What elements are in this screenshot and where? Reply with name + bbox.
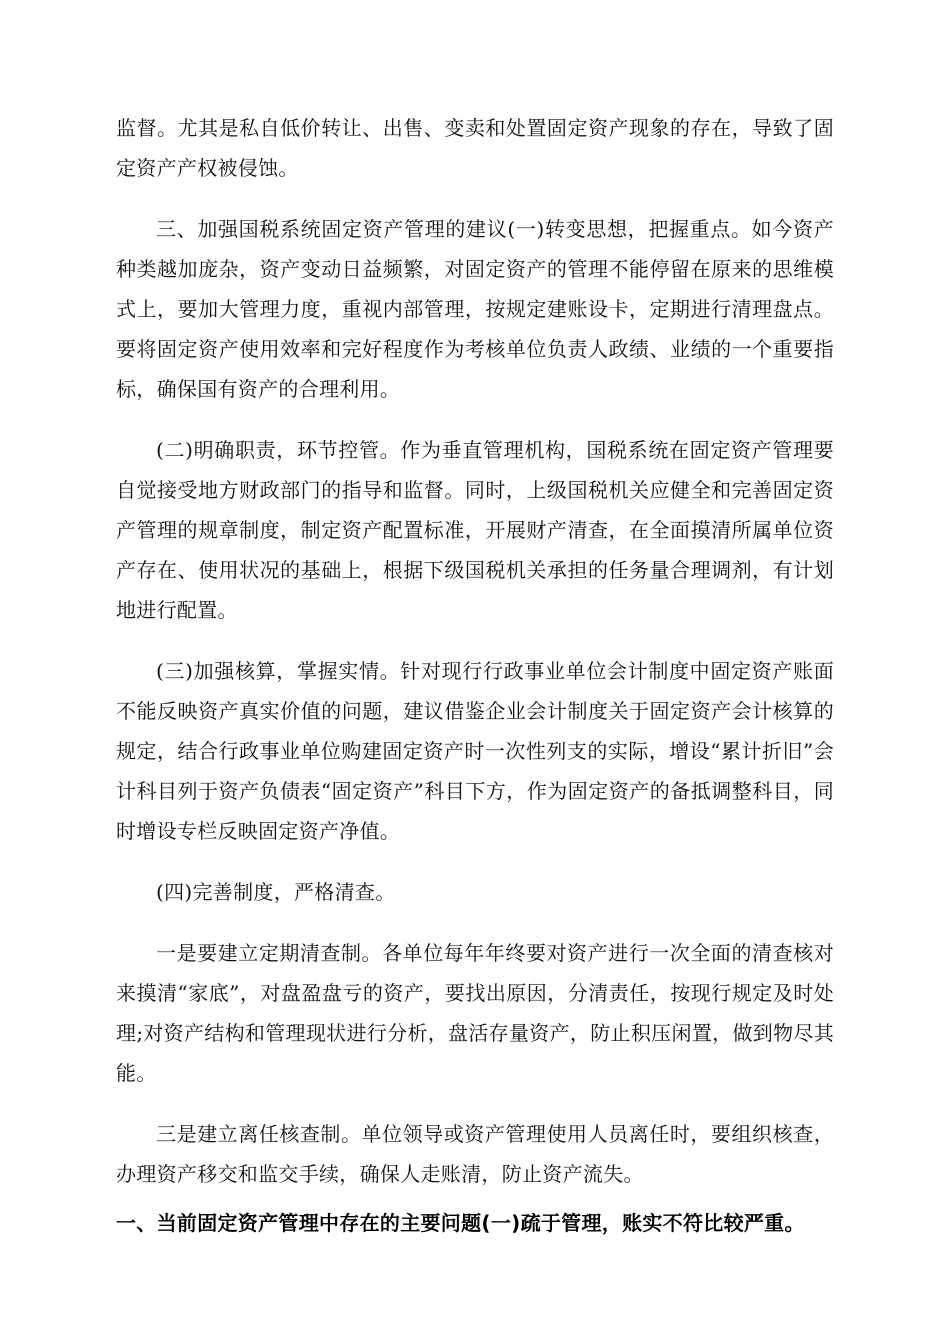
document-body	[116, 108, 834, 1244]
paragraph-accounting: (三)加强核算，掌握实情。针对现行行政事业单位会计制度中固定资产账面不能反映资产真实价值的问题，建议借鉴企业会计制度关于固定资产会计核算的规定，结合行政事业单位购建固定资产时一次性列支的实际，增设“累计折旧”会计科目列于资产负债表“固定资产”科目下方，作为固定资产的备抵调整科目，同时增设专栏反映固定资产净值。	[116, 659, 834, 843]
paragraph-periodic-inspection: 一是要建立定期清查制。各单位每年年终要对资产进行一次全面的清查核对来摸清“家底”，对盘盈盘亏的资产，要找出原因，分清责任，按现行规定及时处理;对资产结构和管理现状进行分析，盘活存量资产，防止积压闲置，做到物尽其能。	[116, 941, 834, 1085]
paragraph-suggestions-intro: 三、加强国税系统固定资产管理的建议(一)转变思想，把握重点。如今资产种类越加庞杂，资产变动日益频繁，对固定资产的管理不能停留在原来的思维模式上，要加大管理力度，重视内部管理，按规定建账设卡，定期进行清理盘点。要将固定资产使用效率和完好程度作为考核单位负责人政绩、业绩的一个重要指标，确保国有资产的合理利用。	[116, 217, 834, 401]
paragraph-system-inspection: (四)完善制度，严格清查。	[156, 880, 396, 904]
paragraph-duties-control: (二)明确职责，环节控管。作为垂直管理机构，国税系统在固定资产管理要自觉接受地方财政部门的指导和监督。同时，上级国税机关应健全和完善固定资产管理的规章制度，制定资产配置标准，开展财产清查，在全面摸清所属单位资产存在、使用状况的基础上，根据下级国税机关承担的任务量合理调剂，有计划地进行配置。	[116, 438, 834, 622]
paragraph-continuation: 监督。尤其是私自低价转让、出售、变卖和处置固定资产现象的存在，导致了固定资产产权被侵蚀。	[116, 116, 834, 180]
section-heading: 一、当前固定资产管理中存在的主要问题(一)疏于管理，账实不符比较严重。	[116, 1211, 805, 1235]
paragraph-departure-audit: 三是建立离任核查制。单位领导或资产管理使用人员离任时，要组织核查，办理资产移交和监交手续，确保人走账清，防止资产流失。	[116, 1122, 834, 1186]
